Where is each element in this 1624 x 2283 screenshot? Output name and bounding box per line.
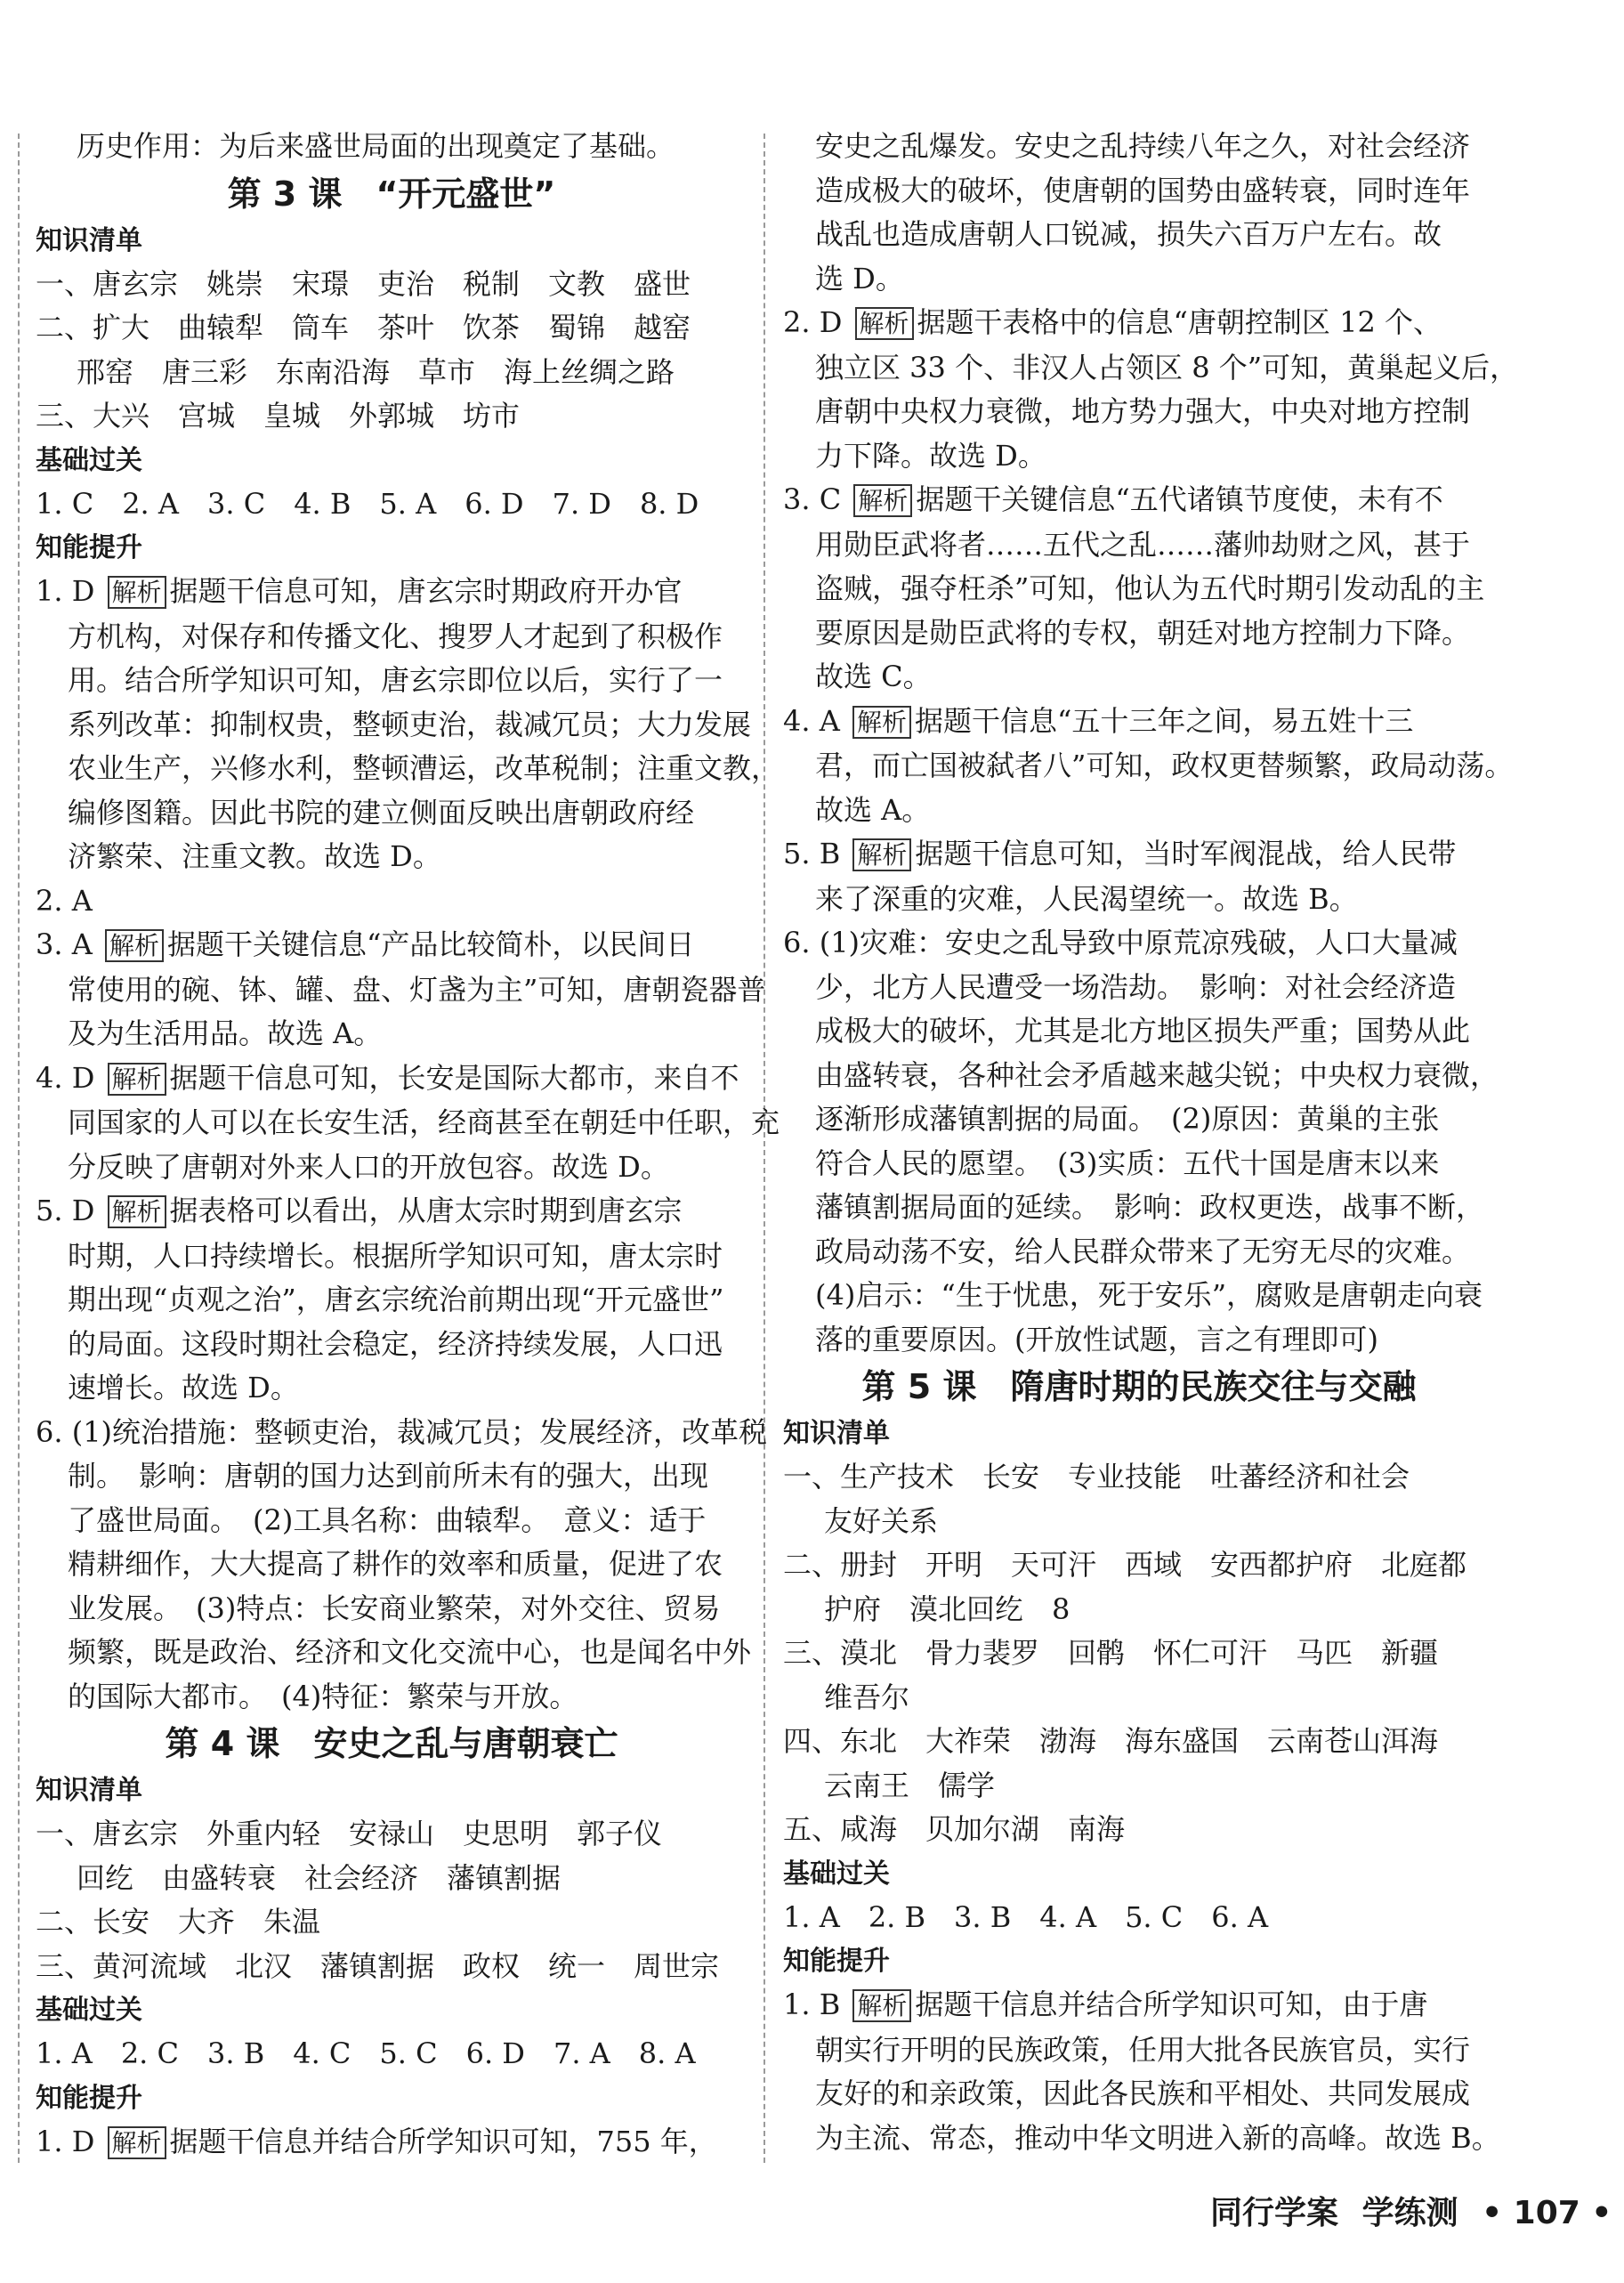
text-line: 逐渐形成藩镇割据的局面。 (2)原因：黄巢的主张 xyxy=(815,1102,1440,1136)
knowledge-item: 二、扩大 曲辕犁 筒车 茶叶 饮茶 蜀锦 越窑 xyxy=(36,311,691,344)
analysis-tag: 解析 xyxy=(852,838,911,871)
text-line: 友好的和亲政策，因此各民族和平相处、共同发展成 xyxy=(815,2077,1471,2110)
text-line: 朝实行开明的民族政策，任用大批各民族官员，实行 xyxy=(815,2032,1471,2067)
question-2 xyxy=(783,301,1495,346)
analysis-tag: 解析 xyxy=(108,2126,166,2159)
left-column xyxy=(36,125,780,2165)
footer-series: 学练测 xyxy=(1361,2195,1458,2231)
knowledge-item: 二、长安 大齐 朱温 xyxy=(36,1905,321,1939)
text-line: 力下降。故选 D。 xyxy=(815,438,1046,473)
text-line: 要原因是勋臣武将的专权，朝廷对地方控制力下降。 xyxy=(815,615,1471,650)
analysis-text: 据题干信息并结合所学知识可知，由于唐 xyxy=(915,1988,1428,2021)
section-heading-knowledge-list: 知识清单 xyxy=(783,1418,890,1449)
text-line: 故选 A。 xyxy=(815,792,931,827)
text-line: 落的重要原因。(开放性试题，言之有理即可) xyxy=(815,1322,1378,1356)
answer-line: 1. C 2. A 3. C 4. B 5. A 6. D 7. D 8. D xyxy=(36,486,699,521)
analysis-tag: 解析 xyxy=(108,1195,166,1228)
text-line: (4)启示：“生于忧患，死于安乐”，腐败是唐朝走向衰 xyxy=(815,1278,1483,1312)
analysis-text: 据题干信息可知，唐玄宗时期政府开办官 xyxy=(169,574,683,608)
text-line: 安史之乱爆发。安史之乱持续八年之久，对社会经济 xyxy=(815,129,1471,163)
analysis-tag: 解析 xyxy=(105,929,164,962)
question-4 xyxy=(36,1056,747,1102)
knowledge-item: 四、东北 大祚荣 渤海 海东盛国 云南苍山洱海 xyxy=(783,1724,1439,1758)
knowledge-item: 二、册封 开明 天可汗 西域 安西都护府 北庭都 xyxy=(783,1548,1467,1582)
text-line: 精耕细作，大大提高了耕作的效率和质量，促进了农 xyxy=(68,1547,723,1581)
question-1 xyxy=(36,2120,747,2166)
analysis-text: 据题干表格中的信息“唐朝控制区 12 个、 xyxy=(917,305,1442,339)
knowledge-item: 三、漠北 骨力裴罗 回鹘 怀仁可汗 马匹 新疆 xyxy=(783,1636,1439,1670)
answer-number: 3. A xyxy=(36,927,93,961)
question-6: 6. (1)灾难：安史之乱导致中原荒凉残破，人口大量减 xyxy=(783,926,1458,959)
question-3 xyxy=(36,923,747,968)
text-line: 的局面。这段时期社会稳定，经济持续发展，人口迅 xyxy=(68,1326,723,1361)
text-line: 分反映了唐朝对外来人口的开放包容。故选 D。 xyxy=(68,1149,669,1184)
analysis-text: 据题干信息可知，长安是国际大都市，来自不 xyxy=(169,1060,739,1095)
text-line: 用勋臣武将者……五代之乱……藩帅劫财之风，甚于 xyxy=(815,527,1471,562)
analysis-text: 据表格可以看出，从唐太宗时期到唐玄宗 xyxy=(169,1194,683,1227)
knowledge-item: 五、咸海 贝加尔湖 南海 xyxy=(783,1812,1126,1846)
text-line: 藩镇割据局面的延续。 影响：政权更迭，战事不断， xyxy=(815,1190,1485,1224)
text-line: 频繁，既是政治、经济和文化交流中心，也是闻名中外 xyxy=(68,1635,752,1669)
answer-number: 1. D xyxy=(36,574,95,608)
page-number: • 107 • xyxy=(1482,2195,1612,2231)
analysis-tag: 解析 xyxy=(855,307,914,340)
answer-number: 4. A xyxy=(783,703,840,738)
section-heading-advanced: 知能提升 xyxy=(783,1946,890,1977)
right-column xyxy=(783,125,1519,2160)
text-line: 来了深重的灾难，人民渴望统一。故选 B。 xyxy=(815,881,1358,916)
analysis-text: 据题干信息“五十三年之间，易五姓十三 xyxy=(915,703,1414,738)
text-line: 了盛世局面。 (2)工具名称：曲辕犁。 意义：适于 xyxy=(68,1502,707,1537)
question-4 xyxy=(783,700,1495,745)
text-line: 农业生产，兴修水利，整顿漕运，改革税制；注重文教， xyxy=(68,751,780,785)
answer-number: 5. B xyxy=(783,837,841,870)
analysis-tag: 解析 xyxy=(852,706,911,739)
analysis-text: 据题干关键信息“产品比较简朴，以民间日 xyxy=(167,927,695,961)
text-line: 造成极大的破坏，使唐朝的国势由盛转衰，同时连年 xyxy=(815,173,1471,207)
text-line: 独立区 33 个、非汉人占领区 8 个”可知，黄巢起义后， xyxy=(815,350,1519,385)
text-line: 济繁荣、注重文教。故选 D。 xyxy=(68,839,441,873)
answer-number: 5. D xyxy=(36,1194,95,1227)
text-line: 战乱也造成唐朝人口锐减，损失六百万户左右。故 xyxy=(815,217,1442,251)
answer-line: 1. A 2. C 3. B 4. C 5. C 6. D 7. A 8. A xyxy=(36,2036,696,2070)
question-1 xyxy=(783,1983,1495,2028)
knowledge-item: 三、大兴 宫城 皇城 外郭城 坊市 xyxy=(36,399,521,433)
text-line: 少，北方人民遭受一场浩劫。 影响：对社会经济造 xyxy=(815,969,1457,1004)
text-line: 方机构，对保存和传播文化、搜罗人才起到了积极作 xyxy=(68,619,723,653)
lesson-5-title: 第 5 课 隋唐时期的民族交往与交融 xyxy=(861,1367,1417,1406)
analysis-tag: 解析 xyxy=(853,484,912,517)
question-2: 2. A xyxy=(36,883,93,918)
left-margin-dashed-line xyxy=(18,134,20,2163)
text-line: 故选 C。 xyxy=(815,660,932,693)
knowledge-item: 三、黄河流域 北汉 藩镇割据 政权 统一 周世宗 xyxy=(36,1948,720,1983)
section-heading-basic: 基础过关 xyxy=(36,444,142,476)
question-5 xyxy=(783,832,1495,878)
text-line: 期出现“贞观之治”，唐玄宗统治前期出现“开元盛世” xyxy=(68,1283,724,1316)
analysis-text: 据题干关键信息“五代诸镇节度使，未有不 xyxy=(916,482,1443,516)
text-line: 用。结合所学知识可知，唐玄宗即位以后，实行了一 xyxy=(68,663,723,697)
analysis-text: 据题干信息并结合所学知识可知，755 年， xyxy=(169,2124,717,2158)
answer-number: 1. B xyxy=(783,1988,841,2021)
knowledge-item: 回纥 由盛转衰 社会经济 藩镇割据 xyxy=(77,1860,562,1895)
text-line: 成极大的破坏，尤其是北方地区损失严重；国势从此 xyxy=(815,1014,1471,1048)
knowledge-item: 维吾尔 xyxy=(824,1680,910,1714)
text-line: 符合人民的愿望。 (3)实质：五代十国是唐末以来 xyxy=(815,1146,1440,1180)
analysis-tag: 解析 xyxy=(852,1989,911,2022)
analysis-tag: 解析 xyxy=(108,1063,166,1096)
knowledge-item: 一、生产技术 长安 专业技能 吐蕃经济和社会 xyxy=(783,1460,1410,1494)
question-6: 6. (1)统治措施：整顿吏治，裁减冗员；发展经济，改革税 xyxy=(36,1414,768,1449)
section-heading-advanced: 知能提升 xyxy=(36,532,142,563)
analysis-tag: 解析 xyxy=(108,576,166,609)
answer-number: 4. D xyxy=(36,1060,95,1095)
question-5 xyxy=(36,1189,747,1235)
answer-number: 2. D xyxy=(783,305,843,339)
text-line: 历史作用：为后来盛世局面的出现奠定了基础。 xyxy=(77,129,675,163)
text-line: 及为生活用品。故选 A。 xyxy=(68,1016,383,1050)
answer-number: 1. D xyxy=(36,2124,95,2158)
lesson-4-title: 第 4 课 安史之乱与唐朝衰亡 xyxy=(165,1724,618,1763)
text-line: 选 D。 xyxy=(815,261,904,295)
knowledge-item: 邢窑 唐三彩 东南沿海 草市 海上丝绸之路 xyxy=(77,354,675,389)
knowledge-item: 一、唐玄宗 姚崇 宋璟 吏治 税制 文教 盛世 xyxy=(36,266,691,301)
question-3 xyxy=(783,478,1495,523)
section-heading-basic: 基础过关 xyxy=(783,1858,890,1890)
text-line: 盗贼，强夺枉杀”可知，他认为五代时期引发动乱的主 xyxy=(815,571,1485,605)
lesson-3-title: 第 3 课 “开元盛世” xyxy=(227,174,556,214)
section-heading-knowledge-list: 知识清单 xyxy=(36,224,142,256)
section-heading-advanced: 知能提升 xyxy=(36,2082,142,2114)
text-line: 业发展。 (3)特点：长安商业繁荣，对外交往、贸易 xyxy=(68,1591,721,1625)
answer-number: 3. C xyxy=(783,482,842,516)
text-line: 由盛转衰，各种社会矛盾越来越尖锐；中央权力衰微， xyxy=(815,1057,1499,1092)
text-line: 君，而亡国被弑者八”可知，政权更替频繁，政局动荡。 xyxy=(815,749,1514,782)
text-line: 系列改革：抑制权贵，整顿吏治，裁减冗员；大力发展 xyxy=(68,707,752,741)
text-line: 时期，人口持续增长。根据所学知识可知，唐太宗时 xyxy=(68,1238,723,1273)
text-line: 唐朝中央权力衰微，地方势力强大，中央对地方控制 xyxy=(815,394,1471,428)
knowledge-item: 护府 漠北回纥 8 xyxy=(824,1591,1071,1626)
page-footer xyxy=(1210,2188,1624,2232)
text-line: 速增长。故选 D。 xyxy=(68,1371,299,1405)
knowledge-item: 一、唐玄宗 外重内轻 安禄山 史思明 郭子仪 xyxy=(36,1817,663,1850)
text-line: 为主流、常态，推动中华文明进入新的高峰。故选 B。 xyxy=(815,2120,1500,2155)
text-line: 制。 影响：唐朝的国力达到前所未有的强大，出现 xyxy=(68,1459,709,1493)
text-line: 政局动荡不安，给人民群众带来了无穷无尽的灾难。 xyxy=(815,1234,1471,1268)
knowledge-item: 云南王 儒学 xyxy=(824,1768,996,1802)
text-line: 编修图籍。因此书院的建立侧面反映出唐朝政府经 xyxy=(68,795,695,830)
section-heading-basic: 基础过关 xyxy=(36,1995,142,2026)
text-line: 同国家的人可以在长安生活，经商甚至在朝廷中任职，充 xyxy=(68,1105,780,1139)
text-line: 常使用的碗、钵、罐、盘、灯盏为主”可知，唐朝瓷器普 xyxy=(68,972,766,1007)
section-heading-knowledge-list: 知识清单 xyxy=(36,1775,142,1806)
analysis-text: 据题干信息可知，当时军阀混战，给人民带 xyxy=(915,837,1457,870)
knowledge-item: 友好关系 xyxy=(824,1503,939,1538)
text-line: 的国际大都市。 (4)特征：繁荣与开放。 xyxy=(68,1679,578,1713)
question-1 xyxy=(36,570,747,615)
answer-line: 1. A 2. B 3. B 4. A 5. C 6. A xyxy=(783,1899,1269,1934)
footer-brand: 同行学案 xyxy=(1210,2195,1339,2231)
column-divider-dashed-line xyxy=(764,134,765,2163)
